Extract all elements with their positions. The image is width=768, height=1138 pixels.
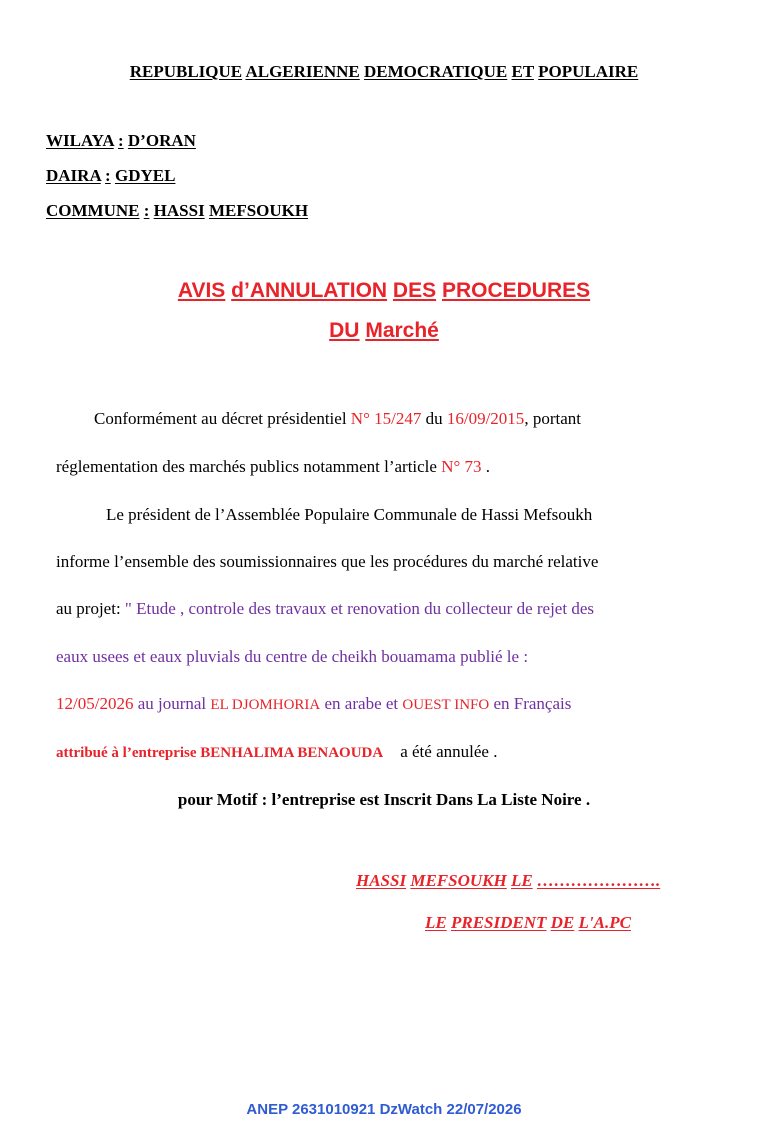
signature-word: LE: [425, 913, 447, 932]
wilaya-label: WILAYA: [46, 131, 114, 150]
commune-label: COMMUNE: [46, 201, 140, 220]
wilaya-value: D’ORAN: [127, 131, 196, 150]
colon: :: [105, 166, 111, 185]
title-word: d’ANNULATION: [231, 279, 388, 302]
body-text: , portant: [524, 409, 581, 428]
body-text: pour Motif : l’entreprise est Inscrit Dans La Liste Noire .: [177, 790, 591, 809]
body-text: au projet:: [56, 599, 125, 618]
commune-value: MEFSOUKH: [208, 201, 309, 220]
notice-title-line-2: [0, 319, 768, 343]
body-text: réglementation des marchés publics notamment l’article: [56, 457, 442, 476]
cancellation-reason: [0, 790, 768, 810]
title-word: PROCEDURES: [441, 279, 591, 302]
body-line-5: [56, 599, 594, 619]
colon: :: [143, 201, 150, 220]
header-word: POPULAIRE: [538, 62, 639, 81]
body-line-4: [56, 552, 598, 572]
notice-title-line-1: [0, 279, 768, 303]
country-header: [0, 62, 768, 82]
body-text: a été annulée .: [383, 742, 498, 761]
body-text: du: [421, 409, 447, 428]
body-text: informe l’ensemble des soumissionnaires que les procédures du marché relative: [56, 552, 599, 571]
publication-date: 12/05/2026: [56, 694, 134, 713]
header-word: DEMOCRATIQUE: [364, 62, 508, 81]
body-text: .: [481, 457, 491, 476]
title-word: AVIS: [177, 279, 226, 302]
project-description: " Etude , controle des travaux et renovation du collecteur de rejet des: [124, 599, 594, 618]
title-word: DU: [329, 319, 360, 342]
body-text: en arabe et: [320, 694, 403, 713]
body-line-3: [106, 505, 592, 525]
body-text: Le président de l’Assemblée Populaire Communale de Hassi Mefsoukh: [106, 505, 593, 524]
body-line-2: [56, 457, 490, 477]
signature-word: HASSI: [356, 871, 407, 890]
awarded-company: attribué à l’entreprise BENHALIMA BENAOUDA: [56, 745, 384, 761]
body-line-7: [56, 694, 571, 714]
project-description: eaux usees et eaux pluvials du centre de cheikh bouamama publié le :: [56, 647, 529, 666]
body-text: Conformément au décret présidentiel: [94, 409, 351, 428]
body-text: en Français: [489, 694, 572, 713]
body-line-1: [94, 409, 581, 429]
daira-line: [46, 166, 175, 186]
header-word: ALGERIENNE: [245, 62, 360, 81]
signature-word: PRESIDENT: [450, 913, 547, 932]
journal-name: EL DJOMHORIA: [210, 697, 321, 713]
signature-dots: ………………….: [536, 871, 661, 890]
signature-word: DE: [550, 913, 575, 932]
signature-word: LE: [510, 871, 533, 890]
body-text: au journal: [133, 694, 211, 713]
daira-label: DAIRA: [46, 166, 101, 185]
decree-date: 16/09/2015: [446, 409, 525, 428]
body-line-8: [56, 742, 497, 762]
footer-reference: ANEP 2631010921 DzWatch 22/07/2026: [246, 1101, 522, 1118]
signature-word: MEFSOUKH: [410, 871, 507, 890]
header-word: REPUBLIQUE: [129, 62, 243, 81]
journal-name: OUEST INFO: [402, 697, 490, 713]
daira-value: GDYEL: [114, 166, 176, 185]
title-word: Marché: [365, 319, 439, 342]
commune-line: [46, 201, 308, 221]
signature-place: [356, 871, 660, 891]
signature-role: [425, 913, 631, 933]
header-word: ET: [511, 62, 534, 81]
wilaya-line: [46, 131, 196, 151]
colon: :: [117, 131, 124, 150]
commune-value: HASSI: [153, 201, 205, 220]
body-line-6: [56, 647, 528, 667]
article-number: N° 73: [441, 457, 482, 476]
signature-word: L'A.PC: [578, 913, 631, 932]
decree-number: N° 15/247: [350, 409, 422, 428]
title-word: DES: [392, 279, 437, 302]
